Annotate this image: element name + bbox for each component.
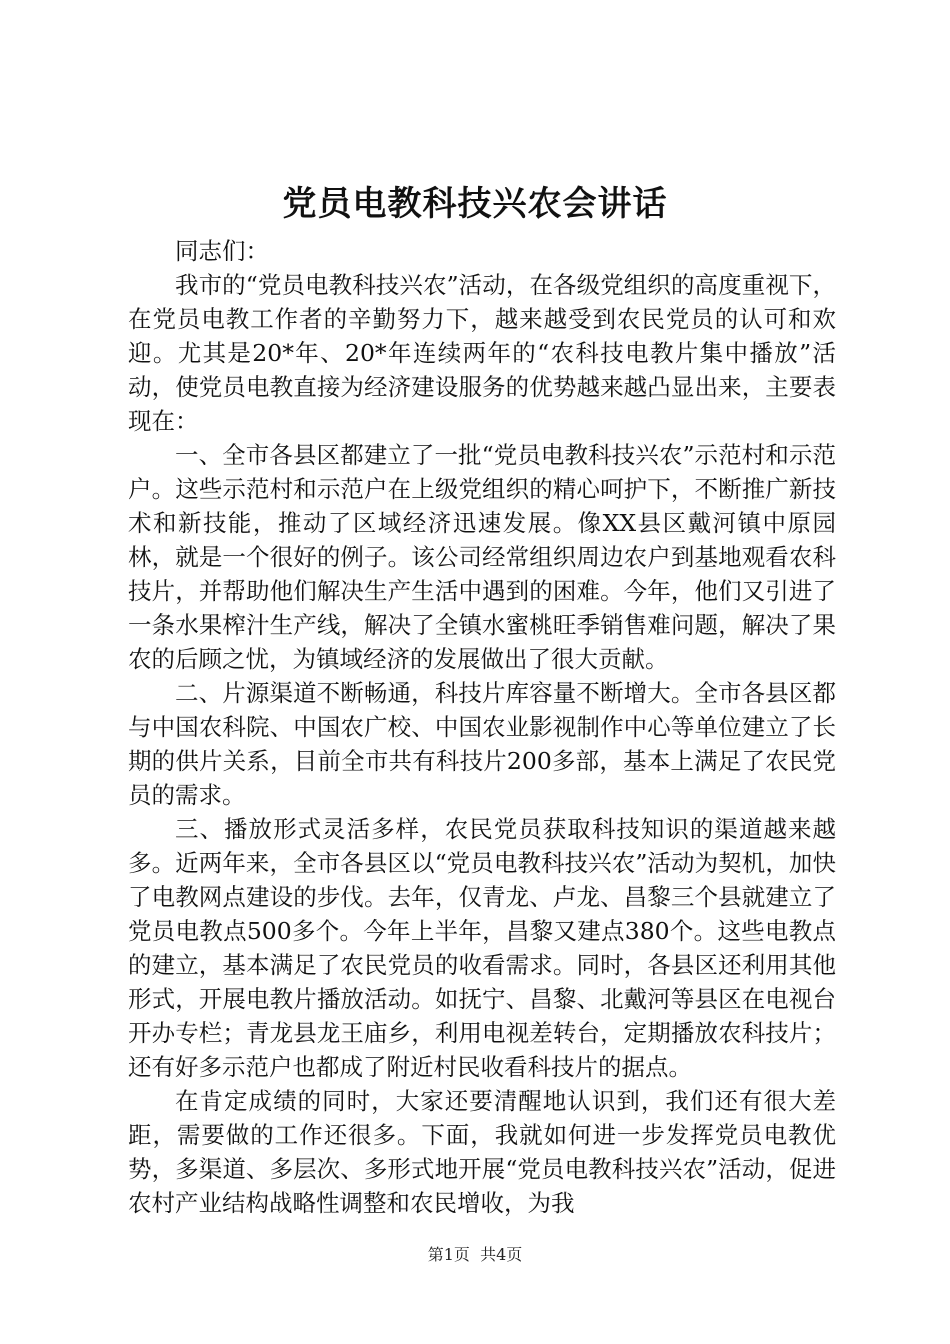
paragraph-point-one: 一、全市各县区都建立了一批“党员电教科技兴农”示范村和示范户。这些示范村和示范户在上级党组织的精心呵护下，不断推广新技术和新技能，推动了区域经济迅速发展。像XX县区戴河镇中原园林，就是一个很好的例子。该公司经常组织周边农户到基地观看农科技片，并帮助他们解决生产生活中遇到的困难。今年，他们又引进了一条水果榨汁生产线，解决了全镇水蜜桃旺季销售难问题，解决了果农的后顾之忧，为镇域经济的发展做出了很大贡献。 xyxy=(128,441,836,673)
document-title: 党员电教科技兴农会讲话 xyxy=(282,184,668,224)
footer-separator xyxy=(470,1245,480,1264)
paragraph-intro: 我市的“党员电教科技兴农”活动，在各级党组织的高度重视下，在党员电教工作者的辛勤努力下，越来越受到农民党员的认可和欢迎。尤其是20*年、20*年连续两年的“农科技电教片集中播放”活动，使党员电教直接为经济建设服务的优势越来越凸显出来，主要表现在： xyxy=(128,271,836,435)
page-number: 第1页 xyxy=(427,1245,470,1264)
page-total: 共4页 xyxy=(480,1245,523,1264)
salutation: 同志们： xyxy=(175,237,269,265)
paragraph-point-three: 三、播放形式灵活多样，农民党员获取科技知识的渠道越来越多。近两年来，全市各县区以“党员电教科技兴农”活动为契机，加快了电教网点建设的步伐。去年，仅青龙、卢龙、昌黎三个县就建立了党员电教点500多个。今年上半年，昌黎又建点380个。这些电教点的建立，基本满足了农民党员的收看需求。同时，各县区还利用其他形式，开展电教片播放活动。如抚宁、昌黎、北戴河等县区在电视台开办专栏；青龙县龙王庙乡，利用电视差转台，定期播放农科技片；还有好多示范户也都成了附近村民收看科技片的据点。 xyxy=(128,815,836,1081)
document-body xyxy=(128,234,836,1220)
page-footer xyxy=(0,1244,950,1266)
paragraph-transition: 在肯定成绩的同时，大家还要清醒地认识到，我们还有很大差距，需要做的工作还很多。下面，我就如何进一步发挥党员电教优势，多渠道、多层次、多形式地开展“党员电教科技兴农”活动，促进农村产业结构战略性调整和农民增收，为我 xyxy=(128,1087,836,1217)
paragraph-point-two: 二、片源渠道不断畅通，科技片库容量不断增大。全市各县区都与中国农科院、中国农广校、中国农业影视制作中心等单位建立了长期的供片关系，目前全市共有科技片200多部，基本上满足了农民党员的需求。 xyxy=(128,679,836,809)
